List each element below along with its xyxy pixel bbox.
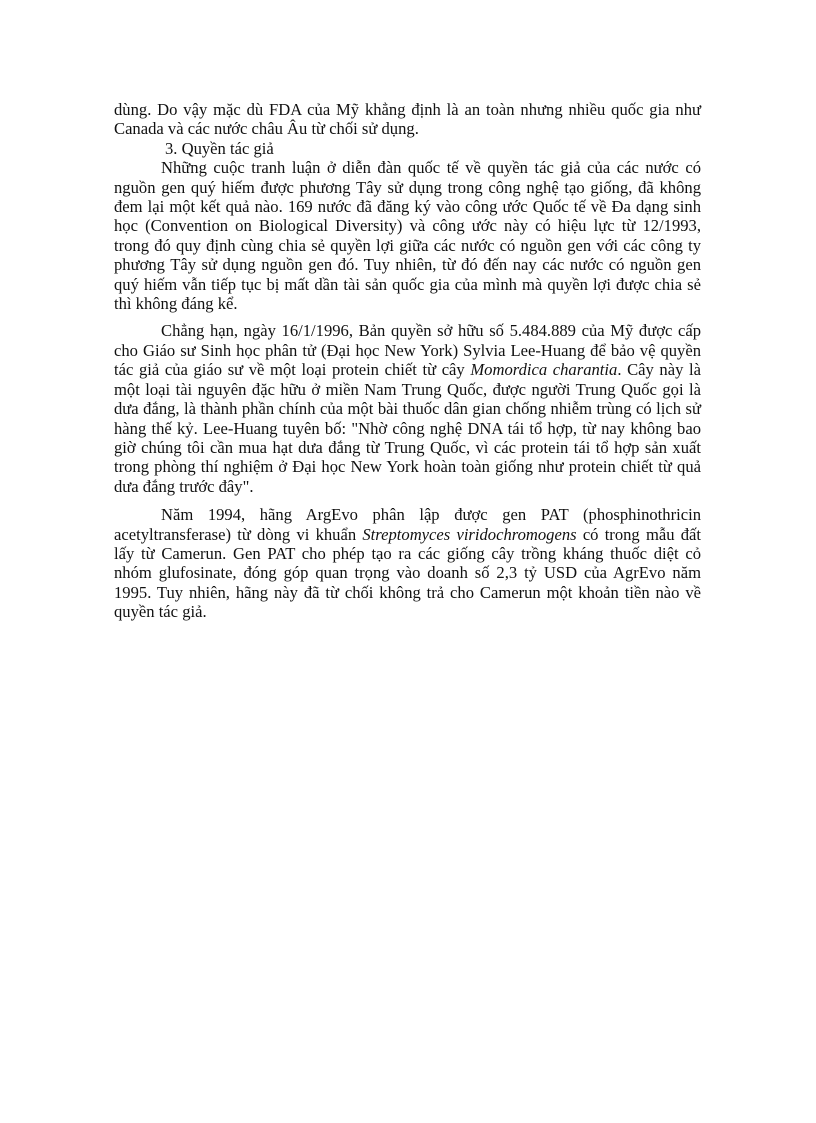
species-name-streptomyces: Streptomyces viridochromogens: [362, 524, 577, 544]
debate-paragraph: Những cuộc tranh luận ở diễn đàn quốc tế về quyền tác giả của các nước có nguồn gen quý hiếm được phương Tây sử dụng trong công nghệ tạo giống, đã không đem lại một kết quả nào. 169 nước đã đăng ký vào công ước Quốc tế về Đa dạng sinh học (Convention on Biological Diversity) và công ước này có hiệu lực từ 12/1993, trong đó quy định cùng chia sẻ quyền lợi giữa các nước có nguồn gen với các công ty phương Tây sử dụng nguồn gen đó. Tuy nhiên, từ đó đến nay các nước có nguồn gen quý hiếm vẫn tiếp tục bị mất dần tài sản quốc gia của mình mà quyền lợi được chia sẻ thì không đáng kể.: [114, 158, 701, 314]
pat-gene-paragraph: [114, 505, 701, 621]
example-text-start: Chẳng hạn, ngày 16/1/1996, Bản quyền sở hữu số 5.484.889 của Mỹ được cấp cho Giáo sư Sinh học phân tử (Đại học New York) Sylvia Lee-Huang để bảo vệ quyền tác giả của giáo sư về một loại protein chiết từ cây: [114, 321, 701, 380]
pat-text-start: Năm 1994, hãng ArgEvo phân lập được gen PAT (phosphinothricin acetyltransferase) từ dòng vi khuẩn: [114, 505, 701, 544]
example-paragraph: [114, 321, 701, 496]
example-text-end: . Cây này là một loại tài nguyên đặc hữu ở miền Nam Trung Quốc, được người Trung Quốc gọi là dưa đắng, là thành phần chính của một bài thuốc dân gian chống nhiễm trùng có lịch sử hàng thế kỷ. Lee-Huang tuyên bố: "Nhờ công nghệ DNA tái tổ hợp, từ nay không bao giờ chúng tôi cần mua hạt dưa đắng từ Trung Quốc, vì các protein tái tổ hợp sản xuất trong phòng thí nghiệm ở Đại học New York hoàn toàn giống như protein chiết từ quả dưa đắng trước đây".: [114, 360, 701, 496]
pat-text-end: có trong mẫu đất lấy từ Camerun. Gen PAT cho phép tạo ra các giống cây trồng kháng thuốc diệt cỏ nhóm glufosinate, đóng góp quan trọng vào doanh số 2,3 tỷ USD của AgrEvo năm 1995. Tuy nhiên, hãng này đã từ chối không trả cho Camerun một khoản tiền nào về quyền tác giả.: [114, 524, 702, 622]
document-page: [114, 100, 701, 622]
intro-paragraph: dùng. Do vậy mặc dù FDA của Mỹ khẳng định là an toàn nhưng nhiều quốc gia như Canada và các nước châu Âu từ chối sử dụng.: [114, 100, 701, 139]
section-heading: 3. Quyền tác giả: [165, 138, 274, 158]
species-name-momordica: Momordica charantia: [470, 360, 618, 380]
